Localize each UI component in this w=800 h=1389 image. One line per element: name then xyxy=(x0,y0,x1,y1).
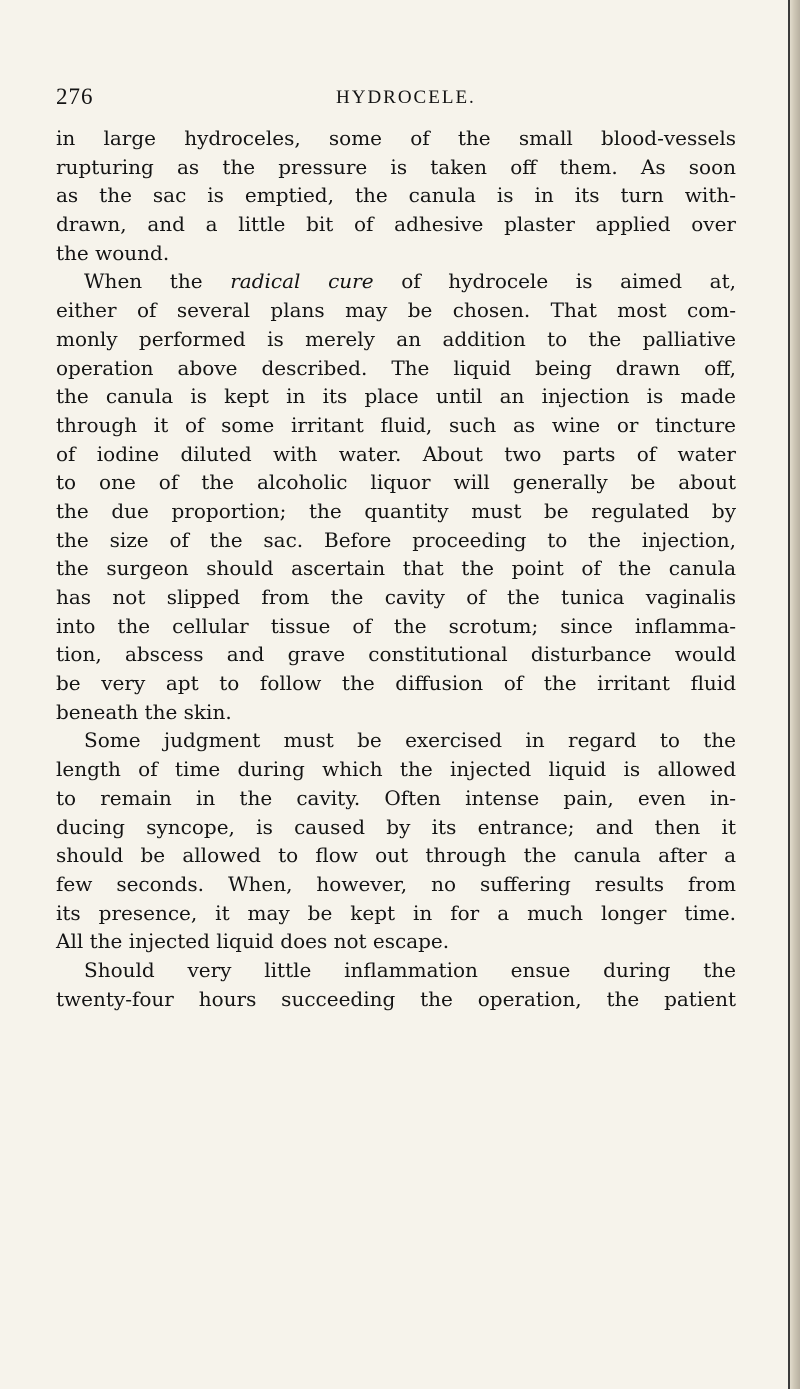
text-line: its presence, it may be kept in for a much longer time. xyxy=(56,900,736,925)
text-line: the size of the sac. Before proceeding to the injection, xyxy=(56,527,736,552)
page-edge-shadow xyxy=(788,0,790,1389)
page-header xyxy=(56,84,746,114)
text-line: All the injected liquid does not escape. xyxy=(56,929,450,954)
text-line: drawn, and a little bit of adhesive plaster applied over xyxy=(56,212,736,237)
running-head: HYDROCELE. xyxy=(336,87,476,108)
text-line: be very apt to follow the diffusion of the irritant fluid xyxy=(56,671,736,696)
text-line: the canula is kept in its place until an injection is made xyxy=(56,384,736,409)
text-line: through it of some irritant fluid, such as wine or tincture xyxy=(56,412,736,437)
text-line: Should very little inflammation ensue during the xyxy=(84,957,736,982)
text-line: to one of the alcoholic liquor will generally be about xyxy=(56,470,736,495)
text-line: to remain in the cavity. Often intense pain, even in- xyxy=(56,785,736,810)
text-line: beneath the skin. xyxy=(56,699,232,724)
page-number: 276 xyxy=(56,84,94,109)
text-line: ducing syncope, is caused by its entrance; and then it xyxy=(56,814,736,839)
text-line: operation above described. The liquid being drawn off, xyxy=(56,355,736,380)
text-line: in large hydroceles, some of the small blood-vessels xyxy=(56,126,736,150)
text-line: either of several plans may be chosen. That most com- xyxy=(56,298,736,323)
text-line: of iodine diluted with water. About two parts of water xyxy=(56,441,736,466)
text-line: as the sac is emptied, the canula is in its turn with- xyxy=(56,183,736,208)
text-line: twenty-four hours succeeding the operation, the patient xyxy=(56,986,736,1011)
body-text xyxy=(56,124,736,1013)
text-line: the wound. xyxy=(56,240,170,265)
text-line: the surgeon should ascertain that the point of the canula xyxy=(56,556,736,581)
emphasis-radical-cure: radical cure xyxy=(230,269,374,294)
text-line: length of time during which the injected liquid is allowed xyxy=(56,757,736,782)
text-run: of hydrocele is aimed at, xyxy=(373,269,737,294)
text-line: tion, abscess and grave constitutional disturbance would xyxy=(56,642,736,667)
text-line: the due proportion; the quantity must be regulated by xyxy=(56,498,736,523)
text-line: monly performed is merely an addition to the palliative xyxy=(56,326,736,351)
text-line: few seconds. When, however, no suffering results from xyxy=(56,871,736,896)
text-line: rupturing as the pressure is taken off them. As soon xyxy=(56,154,736,179)
text-line: should be allowed to flow out through the canula after a xyxy=(56,843,736,868)
text-line: has not slipped from the cavity of the tunica vaginalis xyxy=(56,585,736,609)
text-line: into the cellular tissue of the scrotum; since inflamma- xyxy=(56,613,736,638)
text-line: Some judgment must be exercised in regard to the xyxy=(84,728,736,753)
text-run: When the xyxy=(84,269,231,294)
text-line xyxy=(56,267,736,296)
